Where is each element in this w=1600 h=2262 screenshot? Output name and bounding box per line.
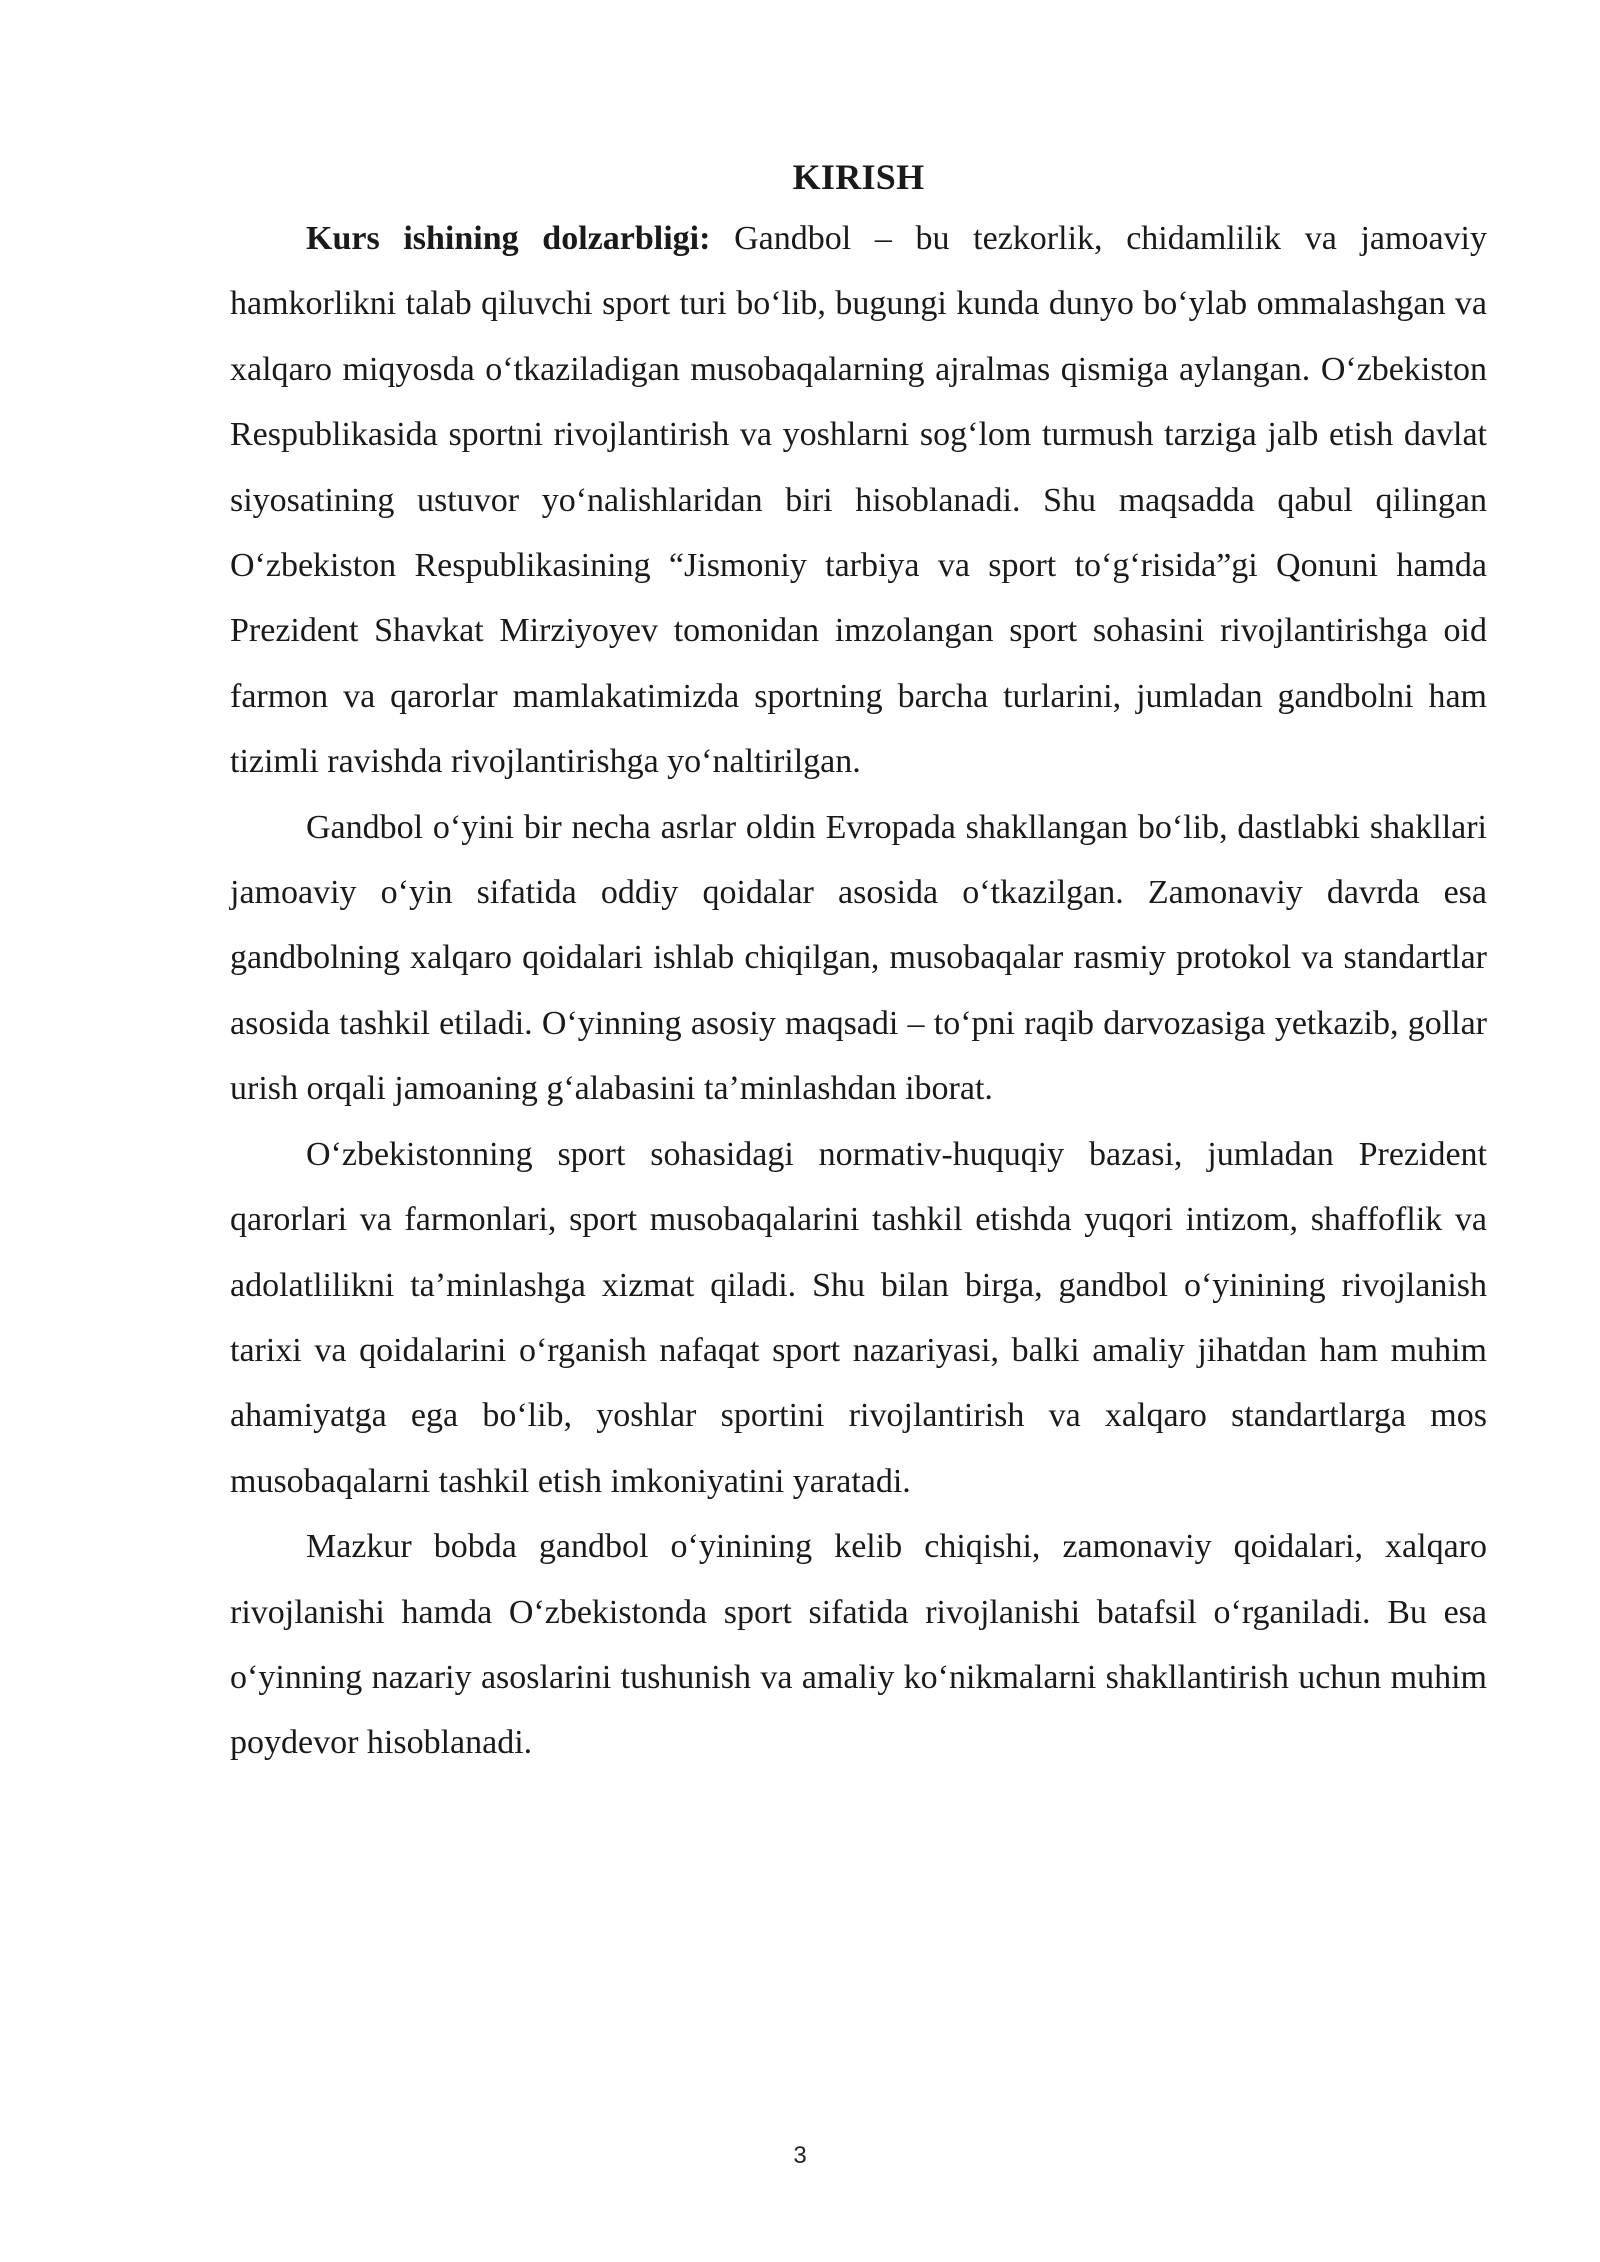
section-heading: KIRISH	[792, 157, 925, 197]
paragraph-lead-label: Kurs ishining dolzarbligi:	[306, 220, 711, 257]
paragraph-chapter-scope: Mazkur bobda gandbol oʻyinining kelib chiqishi, zamonaviy qoidalari, xalqaro rivojlanishi hamda Oʻzbekistonda sport sifatida rivojlanishi batafsil oʻrganiladi. Bu esa oʻyinning nazariy asoslarini tushunish va amaliy koʻnikmalarni shakllantirish uchun muhim poydevor hisoblanadi.	[230, 1528, 1487, 1762]
paragraph-text: Gandbol – bu tezkorlik, chidamlilik va jamoaviy hamkorlikni talab qiluvchi sport turi boʻlib, bugungi kunda dunyo boʻylab ommalashgan va xalqaro miqyosda oʻtkaziladigan musobaqalarning ajralmas qismiga aylangan. Oʻzbekiston Respublikasida sportni rivojlantirish va yoshlarni sogʻlom turmush tarziga jalb etish davlat siyosatining ustuvor yoʻnalishlaridan biri hisoblanadi. Shu maqsadda qabul qilingan Oʻzbekiston Respublikasining “Jismoniy tarbiya va sport toʻgʻrisida”gi Qonuni hamda Prezident Shavkat Mirziyoyev tomonidan imzolangan sport sohasini rivojlantirishga oid farmon va qarorlar mamlakatimizda sportning barcha turlarini, jumladan gandbolni ham tizimli ravishda rivojlantirishga yoʻnaltirilgan.	[230, 220, 1487, 781]
paragraph-legal-basis: Oʻzbekistonning sport sohasidagi normativ-huquqiy bazasi, jumladan Prezident qarorlari va farmonlari, sport musobaqalarini tashkil etishda yuqori intizom, shaffoflik va adolatlilikni taʼminlashga xizmat qiladi. Shu bilan birga, gandbol oʻyinining rivojlanish tarixi va qoidalarini oʻrganish nafaqat sport nazariyasi, balki amaliy jihatdan ham muhim ahamiyatga ega boʻlib, yoshlar sportini rivojlantirish va xalqaro standartlarga mos musobaqalarni tashkil etish imkoniyatini yaratadi.	[230, 1135, 1487, 1500]
paragraph-relevance	[230, 206, 1487, 795]
page-number: 3	[793, 2142, 807, 2169]
paragraph-history: Gandbol oʻyini bir necha asrlar oldin Evropada shakllangan boʻlib, dastlabki shakllari jamoaviy oʻyin sifatida oddiy qoidalar asosida oʻtkazilgan. Zamonaviy davrda esa gandbolning xalqaro qoidalari ishlab chiqilgan, musobaqalar rasmiy protokol va standartlar asosida tashkil etiladi. Oʻyinning asosiy maqsadi – toʻpni raqib darvozasiga yetkazib, gollar urish orqali jamoaning gʻalabasini taʼminlashdan iborat.	[230, 808, 1487, 1108]
page-body	[230, 148, 1487, 1776]
